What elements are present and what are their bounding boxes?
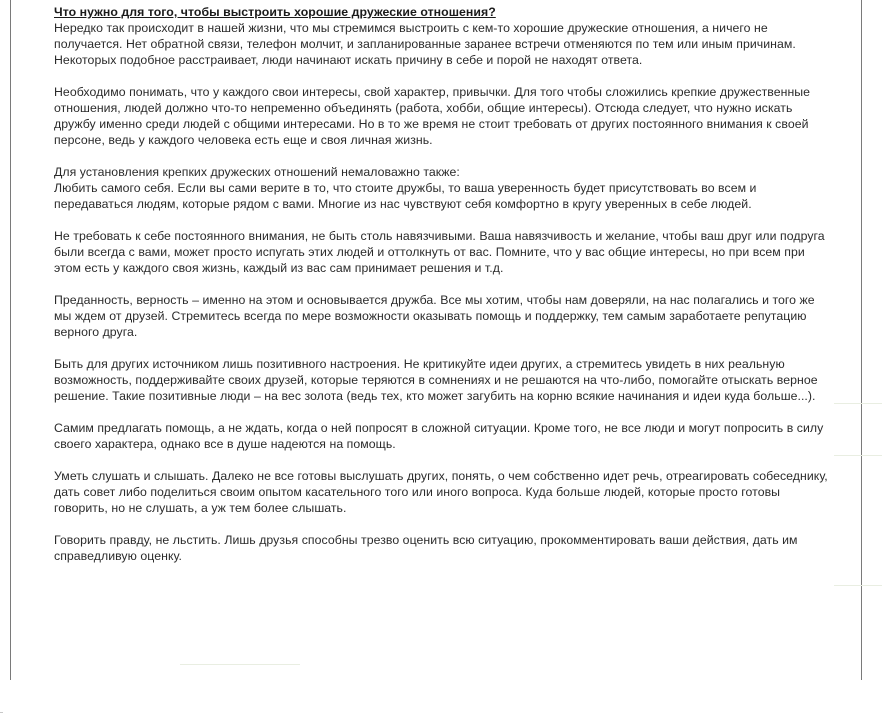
paragraph: Необходимо понимать, что у каждого свои интересы, свой характер, привычки. Для того чтобы сложились крепкие дружественные отношения, людей должно что-то непременно объединять (работа, хобби, общие интересы). Отсюда следует, что нужно искать дружбу именно среди людей с общими интересами. Но в то же время не стоит требовать от других постоянного внимания к своей персоне, ведь у каждого человека есть еще и своя личная жизнь. <box>54 85 811 147</box>
decorative-line <box>834 585 882 586</box>
decorative-line <box>834 403 882 404</box>
paragraph: Уметь слушать и слышать. Далеко не все готовы выслушать других, понять, о чем собственно идет речь, отреагировать собеседнику, дать совет либо поделиться своим опытом касательного того или иного вопроса. Куда больше людей, которые просто готовы говорить, но не слушать, а уж тем более слышать. <box>54 469 828 515</box>
paragraph: Для установления крепких дружеских отношений немаловажно также: Любить самого себя. Если вы сами верите в то, что стоите дружбы, то ваша уверенность будет присутствовать во всем и передаваться людям, которые рядом с вами. Многие из нас чувствуют себя комфортно в кругу уверенных в себе людей. <box>54 165 757 211</box>
decorative-line <box>180 664 300 665</box>
corner-mark <box>0 712 3 713</box>
paragraph: Быть для других источником лишь позитивного настроения. Не критикуйте идеи других, а стремитесь увидеть в них реальную возможность, поддерживайте своих друзей, которые теряются в сомнениях и не решаются на что-либо, помогайте отыскать верное решение. Такие позитивные люди – на вес золота (ведь тех, кто может загубить на корню всякие начинания и идеи куда больше...). <box>54 357 818 403</box>
paragraph: Самим предлагать помощь, а не ждать, когда о ней попросят в сложной ситуации. Кроме того, не все люди и могут попросить в силу своего характера, однако все в душе надеются на помощь. <box>54 421 824 451</box>
paragraph: Говорить правду, не льстить. Лишь друзья способны трезво оценить всю ситуацию, прокомментировать ваши действия, дать им справедливую оценку. <box>54 533 798 563</box>
article <box>54 4 834 580</box>
paragraph: Нередко так происходит в нашей жизни, что мы стремимся выстроить с кем-то хорошие дружеские отношения, а ничего не получается. Нет обратной связи, телефон молчит, и запланированные заранее встречи отменяются по тем или иным причинам. Некоторых подобное расстраивает, люди начинают искать причину в себе и порой не находят ответа. <box>54 21 796 67</box>
decorative-line <box>834 455 882 456</box>
paragraph: Преданность, верность – именно на этом и основывается дружба. Все мы хотим, чтобы нам доверяли, на нас полагались и того же мы ждем от друзей. Стремитесь всегда по мере возможности оказывать помощь и поддержку, тем самым заработаете репутацию верного друга. <box>54 293 815 339</box>
paragraph: Не требовать к себе постоянного внимания, не быть столь навязчивыми. Ваша навязчивость и желание, чтобы ваш друг или подруга были всегда с вами, может просто испугать этих людей и оттолкнуть от вас. Помните, что у вас общие интересы, но при всем при этом есть у каждого своя жизнь, каждый из вас сам принимает решения и т.д. <box>54 229 825 275</box>
article-title: Что нужно для того, чтобы выстроить хорошие дружеские отношения? <box>54 5 496 19</box>
